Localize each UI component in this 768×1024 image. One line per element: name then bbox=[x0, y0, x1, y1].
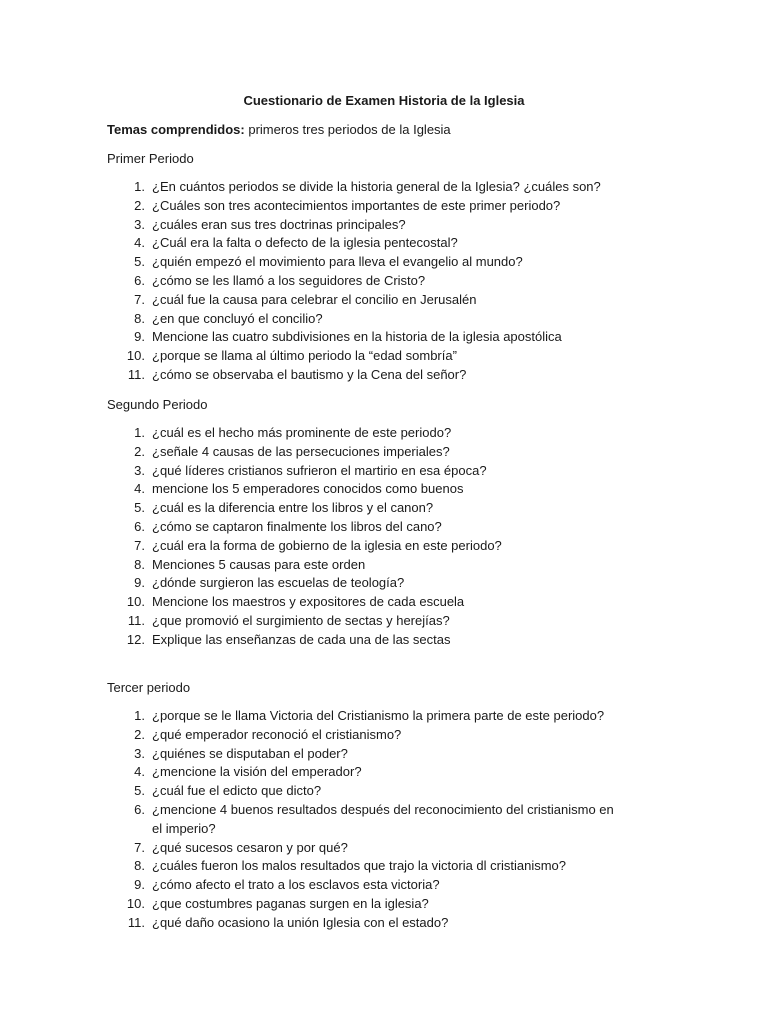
question-item bbox=[107, 366, 627, 385]
question-number: 11. bbox=[127, 366, 145, 382]
question-number: 7. bbox=[134, 537, 145, 553]
question-text: ¿cómo se captaron finalmente los libros del cano? bbox=[152, 518, 442, 534]
question-item bbox=[107, 462, 627, 481]
question-text: ¿dónde surgieron las escuelas de teología? bbox=[152, 575, 405, 591]
question-item bbox=[107, 197, 627, 216]
question-item bbox=[107, 178, 627, 197]
question-number: 2. bbox=[134, 443, 145, 459]
question-item bbox=[107, 518, 627, 537]
question-item bbox=[107, 499, 627, 518]
question-item bbox=[107, 480, 627, 499]
section-heading-tercer: Tercer periodo bbox=[107, 680, 191, 695]
question-item bbox=[107, 895, 627, 914]
question-number: 3. bbox=[134, 745, 145, 761]
section-heading-segundo: Segundo Periodo bbox=[107, 397, 208, 412]
question-text: ¿qué emperador reconoció el cristianismo? bbox=[152, 726, 402, 742]
question-number: 3. bbox=[134, 216, 145, 232]
question-text: ¿mencione 4 buenos resultados después del reconocimiento del cristianismo en el imperio? bbox=[152, 801, 614, 836]
question-text: ¿porque se llama al último periodo la “edad sombría” bbox=[152, 348, 457, 364]
question-text: ¿cuál fue el edicto que dicto? bbox=[152, 783, 322, 799]
question-number: 5. bbox=[134, 500, 145, 516]
question-item bbox=[107, 537, 627, 556]
question-number: 10. bbox=[126, 348, 145, 364]
question-text: mencione los 5 emperadores conocidos como buenos bbox=[152, 481, 464, 497]
question-number: 2. bbox=[134, 197, 145, 213]
question-text: ¿cuál es la diferencia entre los libros y el canon? bbox=[152, 500, 434, 516]
question-item bbox=[107, 782, 627, 801]
question-number: 4. bbox=[134, 481, 145, 497]
question-text: ¿qué daño ocasiono la unión Iglesia con el estado? bbox=[152, 914, 449, 930]
question-item bbox=[107, 272, 627, 291]
question-number: 6. bbox=[134, 801, 145, 817]
question-text: ¿cuáles eran sus tres doctrinas principales? bbox=[152, 216, 406, 232]
question-number: 5. bbox=[134, 783, 145, 799]
question-text: ¿señale 4 causas de las persecuciones imperiales? bbox=[152, 443, 450, 459]
question-text: ¿cuál fue la causa para celebrar el concilio en Jerusalén bbox=[152, 291, 477, 307]
question-text: ¿en que concluyó el concilio? bbox=[152, 310, 323, 326]
question-number: 4. bbox=[134, 764, 145, 780]
question-item bbox=[107, 857, 627, 876]
question-item bbox=[107, 631, 627, 650]
document-title: Cuestionario de Examen Historia de la Iglesia bbox=[243, 93, 525, 108]
question-item bbox=[107, 574, 627, 593]
question-item bbox=[107, 310, 627, 329]
question-item bbox=[107, 443, 627, 462]
question-text: ¿mencione la visión del emperador? bbox=[152, 764, 362, 780]
question-number: 12. bbox=[126, 631, 145, 647]
question-number: 4. bbox=[134, 235, 145, 251]
question-item bbox=[107, 347, 627, 366]
question-item bbox=[107, 726, 627, 745]
question-text: ¿cuál era la forma de gobierno de la iglesia en este periodo? bbox=[152, 537, 502, 553]
question-text: ¿Cuáles son tres acontecimientos importantes de este primer periodo? bbox=[152, 197, 561, 213]
question-number: 2. bbox=[134, 726, 145, 742]
question-item bbox=[107, 424, 627, 443]
topics-value: primeros tres periodos de la Iglesia bbox=[244, 122, 451, 137]
question-number: 9. bbox=[134, 329, 145, 345]
question-text: ¿cómo se observaba el bautismo y la Cena del señor? bbox=[152, 366, 467, 382]
question-text: ¿cómo se les llamó a los seguidores de Cristo? bbox=[152, 272, 426, 288]
question-number: 11. bbox=[127, 914, 145, 930]
section-heading-primer: Primer Periodo bbox=[107, 151, 194, 166]
question-text: ¿que costumbres paganas surgen en la iglesia? bbox=[152, 895, 429, 911]
question-text: ¿qué líderes cristianos sufrieron el martirio en esa época? bbox=[152, 462, 487, 478]
question-number: 9. bbox=[134, 575, 145, 591]
question-text: ¿Cuál era la falta o defecto de la iglesia pentecostal? bbox=[152, 235, 458, 251]
question-text: ¿que promovió el surgimiento de sectas y herejías? bbox=[152, 612, 450, 628]
question-item bbox=[107, 839, 627, 858]
question-text: Mencione las cuatro subdivisiones en la historia de la iglesia apostólica bbox=[152, 329, 562, 345]
question-number: 1. bbox=[134, 179, 145, 194]
question-number: 6. bbox=[134, 518, 145, 534]
question-text: ¿cómo afecto el trato a los esclavos esta victoria? bbox=[152, 877, 440, 893]
question-list-segundo bbox=[107, 424, 627, 650]
question-item bbox=[107, 216, 627, 235]
question-list-tercer bbox=[107, 707, 627, 933]
question-text: ¿quién empezó el movimiento para lleva el evangelio al mundo? bbox=[152, 254, 523, 270]
question-item bbox=[107, 253, 627, 272]
question-number: 8. bbox=[134, 310, 145, 326]
question-number: 8. bbox=[134, 556, 145, 572]
question-text: ¿cuál es el hecho más prominente de este periodo? bbox=[152, 425, 452, 440]
question-item bbox=[107, 234, 627, 253]
question-text: ¿quiénes se disputaban el poder? bbox=[152, 745, 348, 761]
question-item bbox=[107, 876, 627, 895]
question-number: 6. bbox=[134, 272, 145, 288]
question-number: 5. bbox=[134, 254, 145, 270]
question-number: 7. bbox=[134, 291, 145, 307]
question-number: 1. bbox=[134, 708, 145, 723]
question-item bbox=[107, 593, 627, 612]
question-item bbox=[107, 291, 627, 310]
question-number: 7. bbox=[134, 839, 145, 855]
question-number: 10. bbox=[126, 895, 145, 911]
question-text: ¿qué sucesos cesaron y por qué? bbox=[152, 839, 348, 855]
question-list-primer bbox=[107, 178, 627, 385]
question-item bbox=[107, 914, 627, 933]
question-text: ¿porque se le llama Victoria del Cristianismo la primera parte de este periodo? bbox=[152, 708, 605, 723]
question-text: Explique las enseñanzas de cada una de las sectas bbox=[152, 631, 451, 647]
question-item bbox=[107, 328, 627, 347]
question-number: 3. bbox=[134, 462, 145, 478]
question-number: 8. bbox=[134, 858, 145, 874]
question-item bbox=[107, 801, 627, 839]
question-item bbox=[107, 556, 627, 575]
topics-label: Temas comprendidos: bbox=[107, 122, 245, 137]
question-item bbox=[107, 745, 627, 764]
question-item bbox=[107, 763, 627, 782]
question-number: 10. bbox=[126, 594, 145, 610]
question-text: Mencione los maestros y expositores de cada escuela bbox=[152, 594, 465, 610]
question-text: ¿cuáles fueron los malos resultados que trajo la victoria dl cristianismo? bbox=[152, 858, 567, 874]
question-text: ¿En cuántos periodos se divide la historia general de la Iglesia? ¿cuáles son? bbox=[152, 179, 601, 194]
question-number: 1. bbox=[134, 425, 145, 440]
topics-line bbox=[107, 121, 451, 139]
question-item bbox=[107, 612, 627, 631]
question-text: Menciones 5 causas para este orden bbox=[152, 556, 366, 572]
question-number: 9. bbox=[134, 877, 145, 893]
question-number: 11. bbox=[127, 612, 145, 628]
question-item bbox=[107, 707, 627, 726]
